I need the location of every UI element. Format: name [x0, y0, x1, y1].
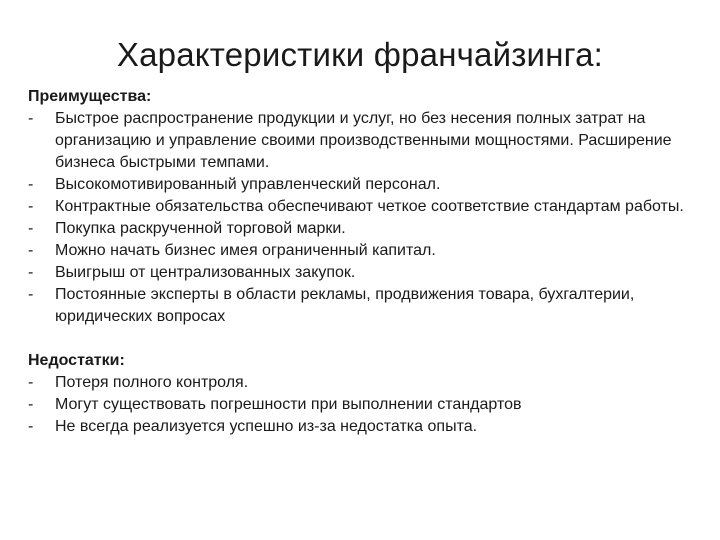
- list-item-text: Можно начать бизнес имея ограниченный капитал.: [55, 242, 436, 259]
- disadvantages-list: [28, 372, 688, 438]
- list-item: [28, 394, 688, 416]
- list-item: [28, 416, 688, 438]
- list-item-text: Не всегда реализуется успешно из-за недостатка опыта.: [55, 418, 478, 435]
- list-item: [28, 284, 688, 328]
- section-spacer: [28, 328, 688, 350]
- list-item-text: Контрактные обязательства обеспечивают четкое соответствие стандартам работы.: [55, 198, 684, 215]
- list-item-text: Могут существовать погрешности при выполнении стандартов: [55, 396, 522, 413]
- list-item-text: Потеря полного контроля.: [55, 374, 249, 391]
- bullet-dash: -: [28, 374, 34, 391]
- advantages-heading: Преимущества:: [28, 88, 152, 105]
- list-item: [28, 108, 688, 174]
- bullet-dash: -: [28, 242, 34, 259]
- disadvantages-heading: Недостатки:: [28, 352, 125, 369]
- list-item: [28, 174, 688, 196]
- list-item: [28, 218, 688, 240]
- bullet-dash: -: [28, 176, 34, 193]
- bullet-dash: -: [28, 286, 34, 303]
- list-item-text: Быстрое распространение продукции и услуг, но без несения полных затрат на организацию и управление своими производственными мощностями. Расширение бизнеса быстрыми темпами.: [55, 110, 672, 171]
- list-item-text: Выигрыш от централизованных закупок.: [55, 264, 356, 281]
- bullet-dash: -: [28, 264, 34, 281]
- bullet-dash: -: [28, 220, 34, 237]
- bullet-dash: -: [28, 418, 34, 435]
- slide-title: Характеристики франчайзинга:: [116, 36, 604, 73]
- list-item-text: Покупка раскрученной торговой марки.: [55, 220, 346, 237]
- list-item: [28, 262, 688, 284]
- list-item: [28, 372, 688, 394]
- bullet-dash: -: [28, 198, 34, 215]
- slide-body: [28, 86, 688, 438]
- list-item-text: Высокомотивированный управленческий персонал.: [55, 176, 441, 193]
- bullet-dash: -: [28, 110, 34, 127]
- list-item-text: Постоянные эксперты в области рекламы, продвижения товара, бухгалтерии, юридических вопросах: [55, 286, 635, 325]
- advantages-list: [28, 108, 688, 328]
- list-item: [28, 196, 688, 218]
- list-item: [28, 240, 688, 262]
- bullet-dash: -: [28, 396, 34, 413]
